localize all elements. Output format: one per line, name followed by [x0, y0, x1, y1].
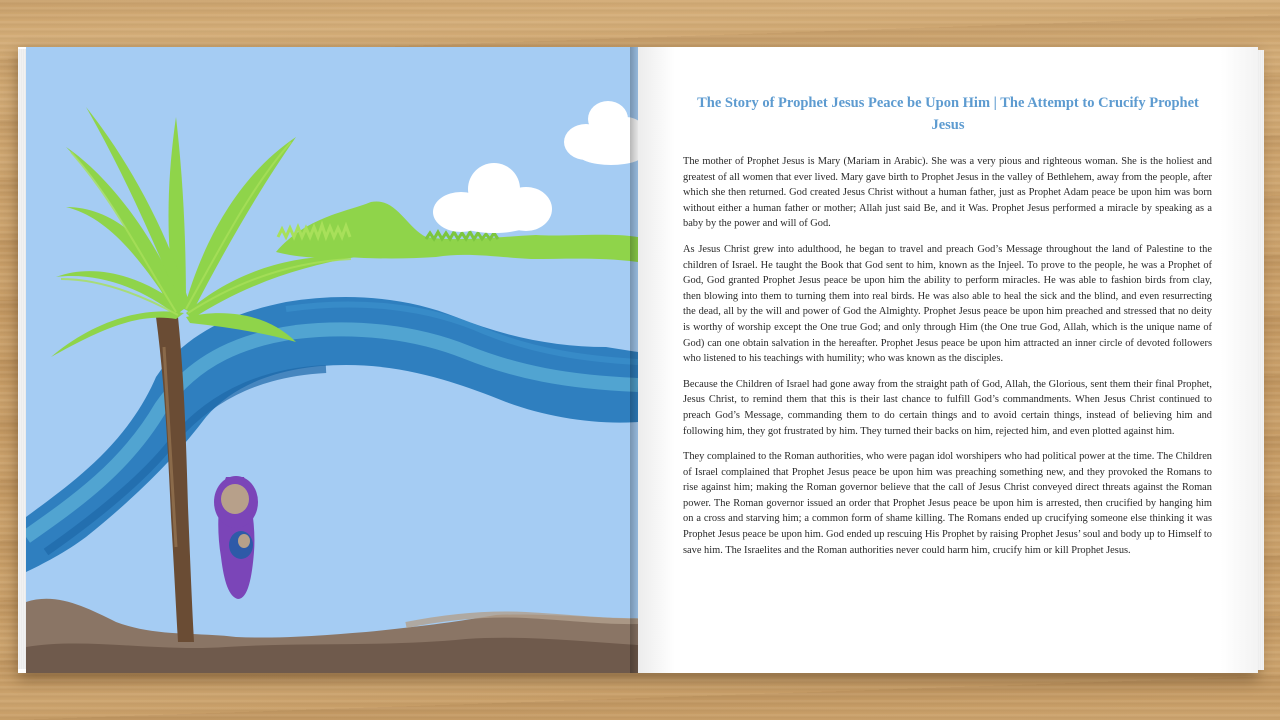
story-title: The Story of Prophet Jesus Peace be Upon Him | The Attempt to Crucify Prophet Jesus: [697, 95, 1199, 133]
right-page-text: [638, 47, 1258, 673]
paragraph-4: They complained to the Roman authorities, who were pagan idol worshipers who had political power at the time. The Children of Israel complained that Prophet Jesus peace be upon him was preaching something new, and they provoked the Romans to rise against him; making the Roman governor believe that the call of Jesus Christ conveyed direct threats against the Roman power. The Roman governor issued an order that Prophet Jesus peace be upon him is arrested, then crucified by hanging him on a cross and starving him; a common form of shame killing. The Romans ended up crucifying someone else thinking it was Prophet Jesus peace be upon him. God ended up rescuing His Prophet by raising Prophet Jesus’ soul and body up to Himself to save him. The Israelites and the Roman authorities never could harm him, crucify him or kill Prophet Jesus.: [683, 451, 1212, 556]
paragraph-1: The mother of Prophet Jesus is Mary (Mariam in Arabic). She was a very pious and righteous woman. She is the holiest and greatest of all women that ever lived. Mary gave birth to Prophet Jesus in the valley of Bethlehem, away from the people, after which she then returned. God created Jesus Christ without a human father, just as Prophet Adam peace be upon him was born without either a human father or mother; Allah just said Be, and it Was. Prophet Jesus performed a miracle by speaking as a baby by the power and will of God.: [683, 156, 1212, 230]
left-page-edges: [18, 49, 26, 669]
right-page-edges: [1258, 50, 1264, 670]
paragraph-2: As Jesus Christ grew into adulthood, he began to travel and preach God’s Message throughout the land of Palestine to the children of Israel. He taught the Book that God sent to him, known as the Injeel. To prove to the people, he was a Prophet of God, God granted Prophet Jesus peace be upon him the ability to perform miracles. He was able to fashion birds from clay, then blowing into them to turning them into real birds. He was also able to heal the sick and the blind, and even resurrecting the dead, all by the will and power of God the Almighty. Prophet Jesus peace be upon him preached and stressed that no deity is worthy of worship except the One true God; and only through Him (the One true God, Allah, which is the unique name of God) can one obtain salvation in the hereafter. Prophet Jesus peace be upon him attracted an inner circle of devoted followers who listened to his teachings with humility; who was known as the disciples.: [683, 243, 1212, 365]
painted-landscape-illustration: [26, 47, 638, 673]
paragraph-3: Because the Children of Israel had gone away from the straight path of God, Allah, the Glorious, sent them their final Prophet, Jesus Christ, to remind them that this is their last chance to fulfill God’s commandments. When Jesus Christ continued to preach God’s Message, commanding them to do certain things and to avoid certain things, instead of believing him and following him, they got frustrated by him. They turned their backs on him, rejected him, and even plotted against him.: [683, 378, 1212, 437]
open-book: [18, 47, 1258, 673]
left-page-illustration: [26, 47, 638, 673]
story-body: [683, 154, 1212, 568]
